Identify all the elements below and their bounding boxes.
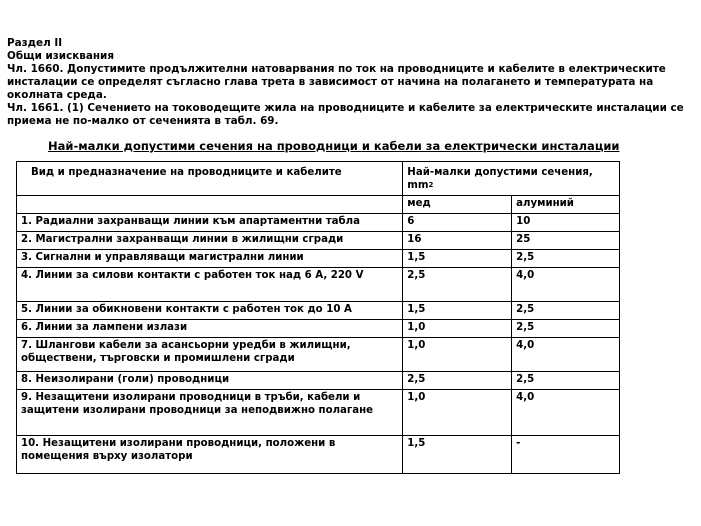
row-copper: 1,5 (403, 302, 512, 320)
row-copper: 1,5 (403, 250, 512, 268)
table-row (17, 390, 620, 436)
row-label: 5. Линии за обикновени контакти с работен ток до 10 A (17, 302, 403, 320)
section-heading: Общи изисквания (7, 50, 115, 62)
row-label: 3. Сигнални и управляващи магистрални линии (17, 250, 403, 268)
section-label: Раздел II (7, 37, 63, 49)
row-aluminium: 2,5 (512, 372, 620, 390)
table-row (17, 302, 620, 320)
row-label: 6. Линии за лампени излази (17, 320, 403, 338)
row-copper: 16 (403, 232, 512, 250)
header-type: Вид и предназначение на проводниците и кабелите (17, 162, 403, 196)
table-subheader-row (17, 196, 620, 214)
table-row (17, 214, 620, 232)
table-title: Най-малки допустими сечения на проводници и кабели за електрически инсталации (48, 139, 620, 153)
row-label: 9. Незащитени изолирани проводници в тръби, кабели и защитени изолирани проводници за неподвижно полагане (17, 390, 403, 436)
row-copper: 1,0 (403, 320, 512, 338)
table-row (17, 250, 620, 268)
table-row (17, 320, 620, 338)
sections-table (16, 161, 620, 474)
row-copper: 6 (403, 214, 512, 232)
row-label: 2. Магистрални захранващи линии в жилищни сгради (17, 232, 403, 250)
row-aluminium: 2,5 (512, 302, 620, 320)
row-label: 8. Неизолирани (голи) проводници (17, 372, 403, 390)
header-sections: Най-малки допустими сечения, $mm^2$ (403, 162, 620, 196)
article-1661: Чл. 1661. (1) Сечението на тоководещите жила на проводниците и кабелите за електрическите инсталации се приема не по-малко от сеченията в табл. 69. (7, 102, 684, 127)
row-aluminium: 4,0 (512, 338, 620, 372)
row-label: 4. Линии за силови контакти с работен ток над 6 A, 220 V (17, 268, 403, 302)
row-aluminium: 4,0 (512, 390, 620, 436)
row-copper: 2,5 (403, 372, 512, 390)
row-copper: 1,0 (403, 390, 512, 436)
row-aluminium: 4,0 (512, 268, 620, 302)
row-label: 1. Радиални захранващи линии към апартаментни табла (17, 214, 403, 232)
table-row (17, 268, 620, 302)
table-header-row (17, 162, 620, 196)
intro-text (7, 37, 697, 128)
row-aluminium: - (512, 436, 620, 474)
row-copper: 1,5 (403, 436, 512, 474)
table-row (17, 372, 620, 390)
row-aluminium: 2,5 (512, 250, 620, 268)
subheader-copper: мед (403, 196, 512, 214)
row-label: 7. Шлангови кабели за асансьорни уредби в жилищни, обществени, търговски и промишлени сгради (17, 338, 403, 372)
row-label: 10. Незащитени изолирани проводници, положени в помещения върху изолатори (17, 436, 403, 474)
subheader-empty (17, 196, 403, 214)
row-copper: 2,5 (403, 268, 512, 302)
row-aluminium: 10 (512, 214, 620, 232)
row-copper: 1,0 (403, 338, 512, 372)
subheader-aluminium: алуминий (512, 196, 620, 214)
row-aluminium: 25 (512, 232, 620, 250)
article-1660: Чл. 1660. Допустимите продължителни натоварвания по ток на проводниците и кабелите в електрическите инсталации се определят съгласно глава трета в зависимост от начина на полагането и температурата на околната среда. (7, 63, 666, 101)
table-row (17, 338, 620, 372)
row-aluminium: 2,5 (512, 320, 620, 338)
table-row (17, 232, 620, 250)
table-row (17, 436, 620, 474)
